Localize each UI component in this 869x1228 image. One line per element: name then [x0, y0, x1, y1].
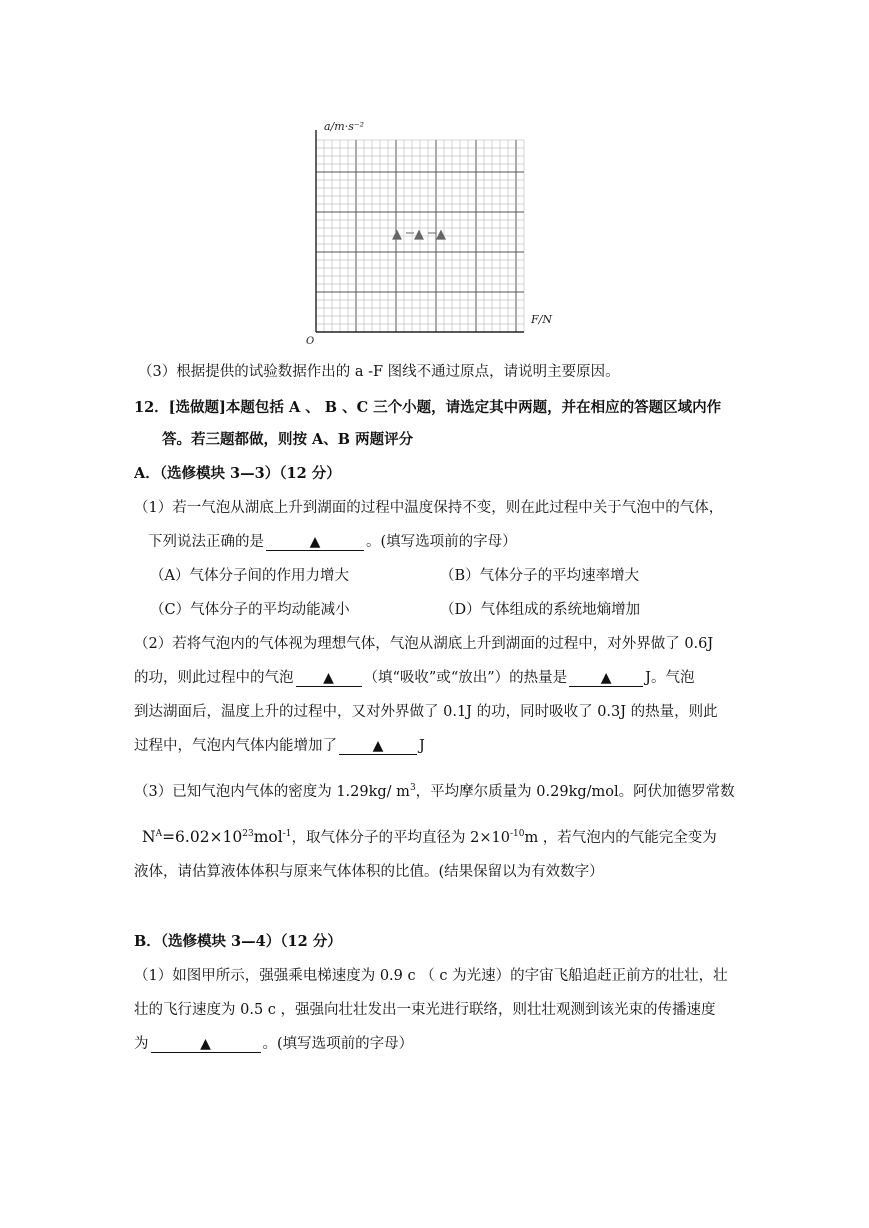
a-option-d: （D）气体组成的系统地熵增加 [440, 602, 641, 618]
answer-triangle-icon: ▲ [200, 1036, 211, 1052]
a-q2-heat-blank[interactable] [569, 670, 643, 687]
q12-heading-line2: 答。若三题都做，则按 A、B 两题评分 [162, 431, 414, 448]
a-option-b: （B）气体分子的平均速率增大 [440, 568, 640, 584]
a-q3-sup: 3 [409, 783, 416, 793]
a-q2-unit: J [419, 738, 425, 754]
avogadro-unit-exp: -1 [282, 829, 292, 839]
graph-mark-1: ▲ [392, 227, 402, 242]
a-q1-hint: 。(填写选项前的字母） [366, 534, 517, 550]
y-axis-label: a/m·s⁻² [324, 120, 365, 133]
a-q2-text-b: （填“吸收”或“放出”）的热量是 [363, 670, 568, 686]
avogadro-symbol: N [142, 828, 156, 847]
avogadro-exp: 23 [242, 829, 254, 839]
a-f-graph [306, 118, 566, 346]
b-q1-answer-blank[interactable] [151, 1036, 261, 1053]
b-q1-line3 [134, 1034, 413, 1054]
a-q3-diameter-text: ，取气体分子的平均直径为 2×10 [291, 830, 510, 847]
graph-question-3: （3）根据提供的试验数据作出的 a -F 图线不通过原点，请说明主要原因。 [138, 364, 620, 380]
a-q2-line2 [134, 668, 694, 688]
answer-triangle-icon: ▲ [600, 670, 612, 686]
avogadro-unit: mol [253, 828, 283, 847]
x-axis-label: F/N [531, 313, 552, 326]
a-q1-line1: （1）若一气泡从湖底上升到湖面的过程中温度保持不变，则在此过程中关于气泡中的气体， [134, 500, 724, 516]
a-q3-line2 [142, 824, 717, 848]
avogadro-value: =6.02×10 [162, 828, 243, 847]
a-q2-line4 [134, 736, 425, 756]
a-q2-line3: 到达湖面后，温度上升的过程中，又对外界做了 0.1J 的功，同时吸收了 0.3J 的热量，则此 [134, 704, 718, 720]
a-q1-prompt: 下列说法正确的是 [148, 534, 264, 550]
a-q3-line3: 液体，请估算液体体积与原来气体体积的比值。(结果保留以为有效数字） [134, 864, 604, 880]
diameter-exp: -10 [509, 829, 525, 839]
avogadro-sup: A [155, 829, 163, 839]
a-q2-text-d: 过程中，气泡内气体内能增加了 [134, 738, 337, 754]
a-q2-absorb-blank[interactable] [296, 670, 362, 687]
a-option-a: （A）气体分子间的作用力增大 [150, 568, 349, 584]
a-q1-answer-blank[interactable] [266, 534, 364, 551]
a-q3-text-a: （3）已知气泡内气体的密度为 1.29kg/ m [134, 783, 410, 800]
a-q1-line2 [148, 532, 517, 552]
a-q2-text-a: 的功，则此过程中的气泡 [134, 670, 294, 686]
a-q2-energy-blank[interactable] [339, 738, 417, 755]
graph-mark-2: ▲ [414, 227, 424, 242]
q12-heading-line1: 12．[选做题]本题包括 A 、 B 、C 三个小题，请选定其中两题，并在相应的答题区域内作 [134, 399, 722, 416]
graph-svg [306, 118, 566, 346]
a-q3-end-text: m ，若气泡内的气能完全变为 [524, 830, 717, 847]
b-q1-prompt: 为 [134, 1036, 149, 1052]
a-q2-line1: （2）若将气泡内的气体视为理想气体，气泡从湖底上升到湖面的过程中，对外界做了 0.6J [134, 636, 714, 652]
answer-triangle-icon: ▲ [323, 670, 334, 686]
a-option-c: （C）气体分子的平均动能减小 [150, 602, 350, 618]
answer-triangle-icon: ▲ [372, 738, 384, 754]
section-b-title: B．（选修模块 3—4）（12 分） [134, 933, 342, 950]
b-q1-line2: 壮的飞行速度为 0.5 c ，强强向壮壮发出一束光进行联络，则壮壮观测到该光束的传播速度 [134, 1002, 716, 1018]
b-q1-hint: 。(填写选项前的字母） [262, 1036, 414, 1052]
answer-triangle-icon: ▲ [309, 534, 321, 550]
a-q2-text-c: J。气泡 [645, 670, 695, 686]
graph-mark-3: ▲ [436, 227, 446, 242]
section-a-title: A．（选修模块 3—3）（12 分） [134, 465, 341, 482]
a-q3-text-b: ，平均摩尔质量为 0.29kg/mol。阿伏加德罗常数 [415, 783, 735, 800]
b-q1-line1: （1）如图甲所示，强强乘电梯速度为 0.9 c （ c 为光速）的宇宙飞船追赶正前方的壮壮，壮 [134, 968, 728, 984]
origin-label: O [306, 336, 315, 346]
a-q3-line1 [134, 778, 735, 802]
